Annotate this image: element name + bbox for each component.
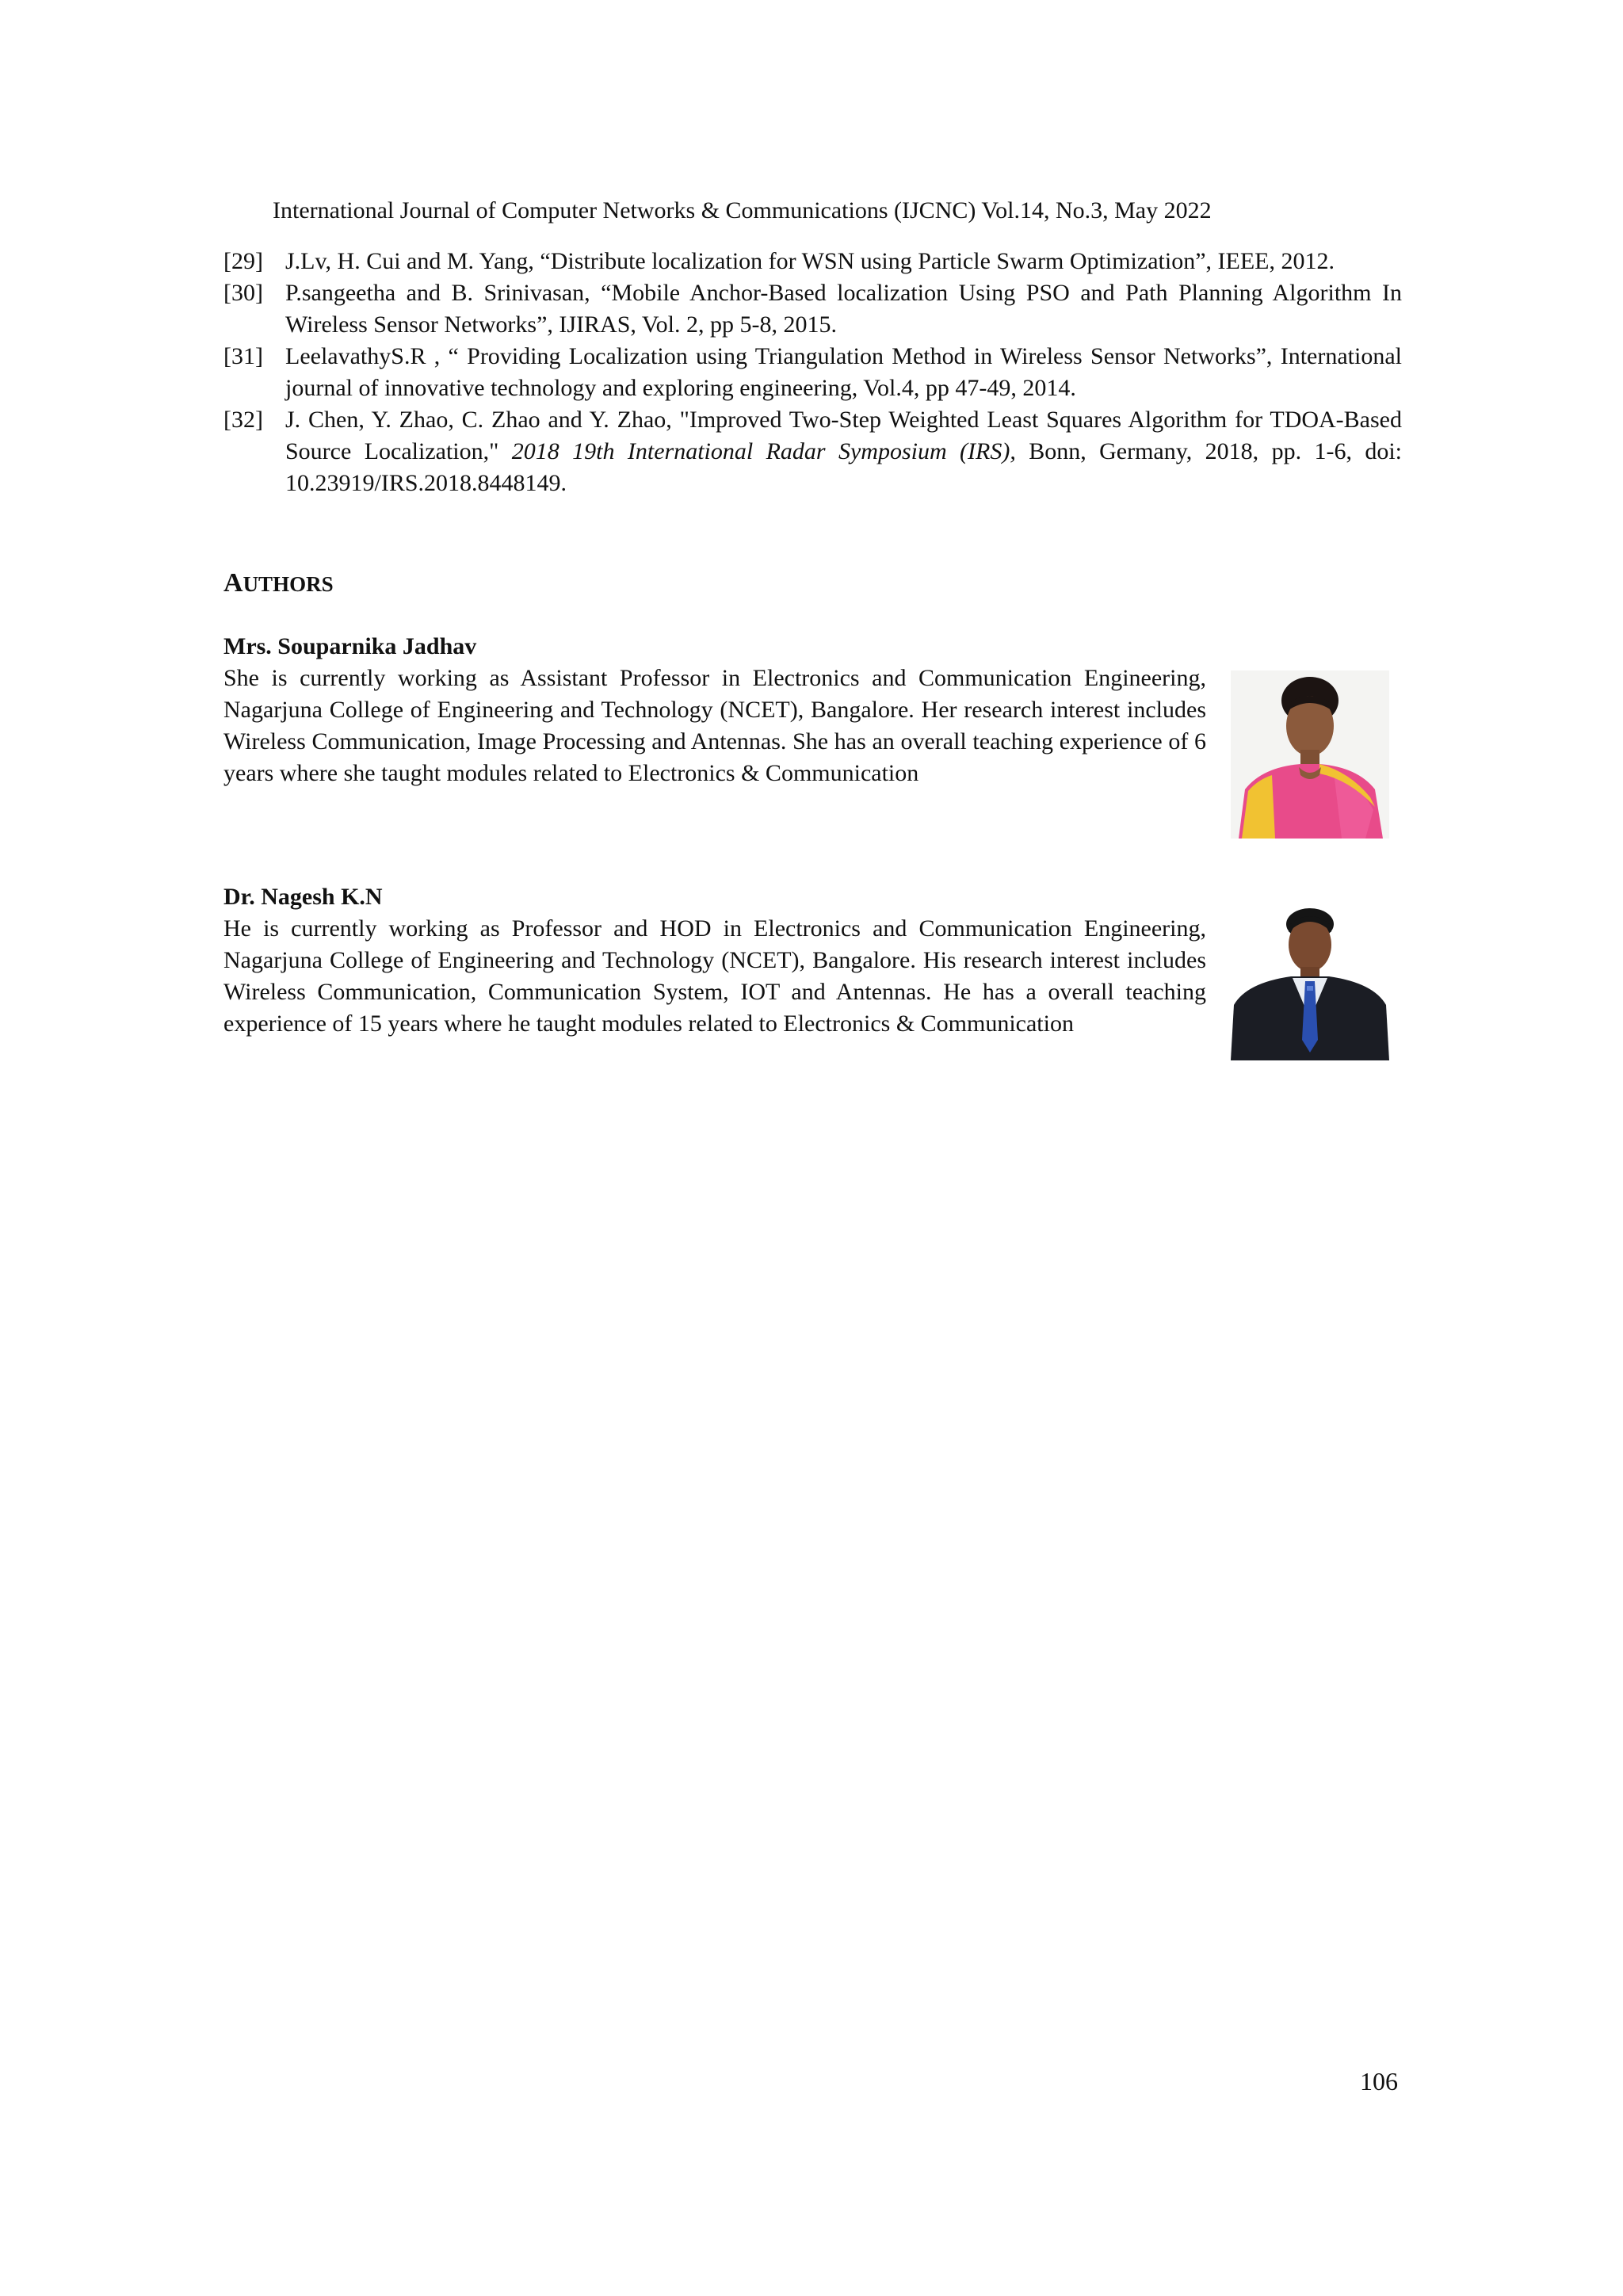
reference-item <box>223 277 1402 341</box>
authors-heading-rest: UTHORS <box>242 572 334 596</box>
reference-number: [32] <box>223 407 263 433</box>
reference-item <box>223 246 1402 277</box>
author-photo-female-portrait <box>1231 670 1389 839</box>
author-bio: He is currently working as Professor and HOD in Electronics and Communication Engineering, Nagarjuna College of Engineering and Technology (NCET), Bangalore. His research interest includes Wireless Communication, Communication System, IOT and Antennas. He has a overall teaching experience of 15 years where he taught modules related to Electronics & Communication <box>223 915 1206 1037</box>
reference-text: J. Chen, Y. Zhao, C. Zhao and Y. Zhao, "Improved Two-Step Weighted Least Squares Algorithm for TDOA-Based Source Localization," <box>285 407 1402 464</box>
reference-venue: 2018 19th International Radar Symposium (IRS), <box>511 438 1016 464</box>
author-photo-male <box>1231 900 1389 1060</box>
page-number: 106 <box>1360 2067 1398 2095</box>
reference-text: J.Lv, H. Cui and M. Yang, “Distribute localization for WSN using Particle Swarm Optimization”, IEEE, 2012. <box>285 248 1335 274</box>
author-block <box>223 881 1206 1040</box>
author-name: Dr. Nagesh K.N <box>223 884 383 910</box>
running-header: International Journal of Computer Networks & Communications (IJCNC) Vol.14, No.3, May 2022 <box>273 197 1212 223</box>
reference-number: [31] <box>223 343 263 369</box>
author-block <box>223 631 1206 789</box>
authors-heading-initial: A <box>223 568 243 598</box>
author-photo-female <box>1231 670 1389 839</box>
author-photo-male-portrait <box>1231 900 1389 1060</box>
reference-number: [29] <box>223 248 263 274</box>
reference-text: LeelavathyS.R , “ Providing Localization using Triangulation Method in Wireless Sensor Networks”, International journal of innovative technology and exploring engineering, Vol.4, pp 47-49, 2014. <box>285 343 1402 401</box>
reference-item <box>223 341 1402 404</box>
authors-heading <box>223 567 334 600</box>
reference-text-tail: Bonn, Germany, 2018, pp. 1-6, doi: 10.23919/IRS.2018.8448149. <box>285 438 1403 496</box>
reference-item <box>223 404 1402 499</box>
reference-list <box>223 246 1402 499</box>
reference-number: [30] <box>223 280 263 306</box>
author-name: Mrs. Souparnika Jadhav <box>223 633 477 659</box>
author-bio: She is currently working as Assistant Professor in Electronics and Communication Engineering, Nagarjuna College of Engineering and Technology (NCET), Bangalore. Her research interest includes Wireless Communication, Image Processing and Antennas. She has an overall teaching experience of 6 years where she taught modules related to Electronics & Communication <box>223 665 1206 786</box>
reference-text: P.sangeetha and B. Srinivasan, “Mobile Anchor-Based localization Using PSO and Path Planning Algorithm In Wireless Sensor Networks”, IJIRAS, Vol. 2, pp 5-8, 2015. <box>285 280 1402 338</box>
